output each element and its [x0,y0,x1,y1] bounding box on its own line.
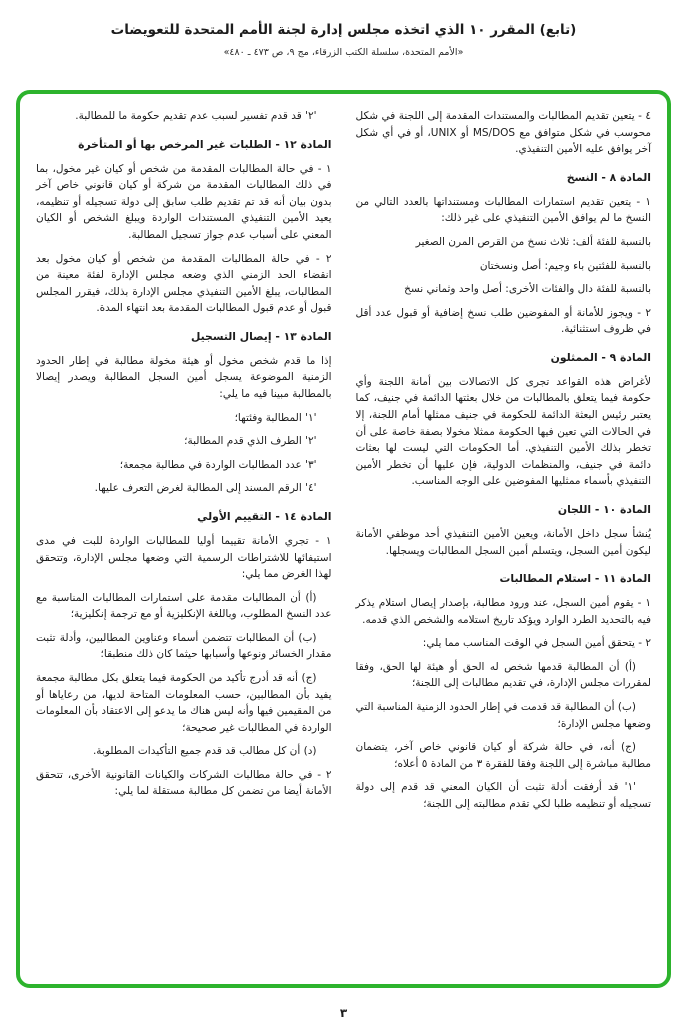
paragraph: ١ - يقوم أمين السجل، عند ورود مطالبة، بإصدار إيصال استلام يذكر فيه بالتحديد الطرد الوارد ويؤكد تاريخ استلامه والشخص الذي قدمه. [355,597,651,626]
paragraph: لأغراض هذه القواعد تجرى كل الاتصالات بين أمانة اللجنة وأي حكومة فيما يتعلق بالمطالبات من خلال بعثتها الدائمة في جنيف، كما يعتبر رئيس البعثة الدائمة للحكومة في جنيف ممثلها أمام اللجنة، إلا في الحالات التي تعين فيها الحكومة ممثلا مخولا بصفة خاصة على أن تخطر بذلك الأمين التنفيذي. أما الحكومات التي ليست لها بعثات دائمة في جنيف، والمنظمات الدولية، فإن عليها أن تخطر الأمين التنفيذي بأسماء ممثليها المفوضين على الوجه المناسب. [355,375,651,488]
paragraph: '٢' قد قدم تفسير لسبب عدم تقديم حكومة ما للمطالبة. [75,110,317,122]
column-right [356,108,652,970]
paragraph: (أ) أن المطالبة قدمها شخص له الحق أو هيئة لها الحق، وفقا لمقررات مجلس الإدارة، في تقديم مطالبات إلى اللجنة؛ [355,660,651,690]
green-content-frame [16,90,671,988]
paragraph: (ب) أن المطالبة قد قدمت في إطار الحدود الزمنية المناسبة التي وضعها مجلس الإدارة؛ [355,701,651,730]
paragraph: ٢ - ويجوز للأمانة أو المفوضين طلب نسخ إضافية أو قبول عدد أقل في ظروف استثنائية. [355,306,651,336]
paragraph: '٣' عدد المطالبات الواردة في مطالبة مجمعة؛ [119,458,317,471]
paragraph: ٢ - في حالة مطالبات الشركات والكيانات القانونية الأخرى، تتحقق الأمانة أيضا من تضمن كل مطالبة مستقلة لما يلي: [36,768,332,798]
paragraph: بالنسبة للفئة دال والفئات الأخرى: أصل واحد وثماني نسخ [404,283,651,296]
article-heading: المادة ١٣ - إيصال التسجيل [191,329,332,343]
article-heading: المادة ٩ - الممثلون [550,350,651,364]
article-heading: المادة ١٠ - اللجان [557,502,651,516]
paragraph: (ج) أنه قد أدرج تأكيد من الحكومة فيما يتعلق بكل مطالبة مجمعة يفيد بأن المطالبين، حسب المعلومات المتاحة لديها، من رعاياها أو من المقيمين فيها وأنه ليس هناك ما يدعو إلى الاعتقاد بأن المعلومات الواردة في المطالبات غير صحيحة؛ [36,672,332,734]
paragraph: بالنسبة للفئة ألف: ثلاث نسخ من القرص المرن الصغير [415,235,651,248]
article-heading: المادة ١٢ - الطلبات غير المرخص بها أو المتأخرة [78,137,332,151]
article-heading: المادة ١٤ - التقييم الأولي [197,509,332,523]
document-title: (تابع) المقرر ١٠ الذي اتخذه مجلس إدارة لجنة الأمم المتحدة للتعويضات [110,22,577,38]
article-heading: المادة ٨ - النسخ [566,170,651,184]
paragraph: ٢ - في حالة المطالبات المقدمة من شخص أو كيان مخول بعد انقضاء الحد الزمني الذي وضعه مجلس الإدارة لفئة معينة من المطالبات، يبلغ الأمين التنفيذي مجلس الإدارة بذلك، فيقرر المجلس قبول أو عدم قبول المطالبات المقدمة بعد انتهاء المدة. [36,252,332,315]
page-header [0,0,687,58]
paragraph: ٢ - يتحقق أمين السجل في الوقت المناسب مما يلي: [422,637,651,650]
paragraph: ٤ - يتعين تقديم المطالبات والمستندات المقدمة إلى اللجنة في شكل محوسب في شكل متوافق مع MS/DOS أو UNIX، أو في أي شكل آخر يوافق عليه الأمين التنفيذي. [355,110,651,156]
paragraph: بالنسبة للفئتين باء وجيم: أصل ونسختان [479,259,651,272]
paragraph: (ج) أنه، في حالة شركة أو كيان قانوني خاص آخر، يتضمان مطالبة مباشرة إلى اللجنة وفقا للفقرة ٣ من المادة ٥ أعلاه؛ [355,741,651,770]
column-left [36,108,332,970]
paragraph: ١ - تجري الأمانة تقييما أوليا للمطالبات الواردة للبت في مدى استيفائها للاشتراطات الرسمية التي وضعها مجلس الإدارة، وتتحقق لهذا الغرض مما يلي: [36,534,332,581]
paragraph: ١ - في حالة المطالبات المقدمة من شخص أو كيان غير مخول، بما في ذلك المطالبات المقدمة من شركة أو كيان قانوني خاص آخر بدون بيان أنه قد تم تقديم طلب سابق إلى دولة تسجيله أو تنظيمه، يعيد الأمين التنفيذي المستندات الواردة ويبلغ الشخص أو الكيان المعني على أسباب عدم جواز تسجيل المطالبة. [36,162,332,241]
document-source-line: «الأمم المتحدة، سلسلة الكتب الزرقاء، مج ٩، ص ٤٧٣ ـ ٤٨٠» [223,47,464,58]
paragraph: '٤' الرقم المسند إلى المطالبة لغرض التعرف عليها. [94,482,317,495]
paragraph: '١' المطالبة وفئتها؛ [234,411,317,424]
two-column-layout [36,108,651,970]
page-number: ٣ [339,1006,348,1020]
paragraph: (ب) أن المطالبات تتضمن أسماء وعناوين المطالبين، وأدلة تثبت مقدار الخسائر ونوعها وأسبابها حيثما كان ذلك منطبقا؛ [36,631,332,661]
paragraph: (أ) أن المطالبات مقدمة على استمارات المطالبات المناسبة مع عدد النسخ المطلوب، وباللغة الإنكليزية أو مع ترجمة إنكليزية؛ [36,591,332,621]
article-heading: المادة ١١ - استلام المطالبات [499,572,651,586]
paragraph: (د) أن كل مطالب قد قدم جميع التأكيدات المطلوبة. [92,745,317,758]
paragraph: '١' قد أرفقت أدلة تثبت أن الكيان المعني قد قدم إلى دولة تسجيله أو تنظيمه طلبا لكي تقدم مطالبته إلى اللجنة؛ [355,781,651,810]
paragraph: ١ - يتعين تقديم استمارات المطالبات ومستنداتها بالعدد التالي من النسخ ما لم يوافق الأمين التنفيذي على غير ذلك: [355,195,651,225]
paragraph: إذا ما قدم شخص مخول أو هيئة مخولة مطالبة في إطار الحدود الزمنية الموضوعة يسجل أمين السجل المطالبة ويصدر إيصالا بالمطالبة مبينا فيه ما يلي: [36,354,332,401]
paragraph: '٢' الطرف الذي قدم المطالبة؛ [184,435,317,448]
paragraph: يُنشأ سجل داخل الأمانة، ويعين الأمين التنفيذي أحد موظفي الأمانة ليكون أمين السجل، ويتسلم أمين السجل المطالبات ويسجلها. [355,527,651,557]
